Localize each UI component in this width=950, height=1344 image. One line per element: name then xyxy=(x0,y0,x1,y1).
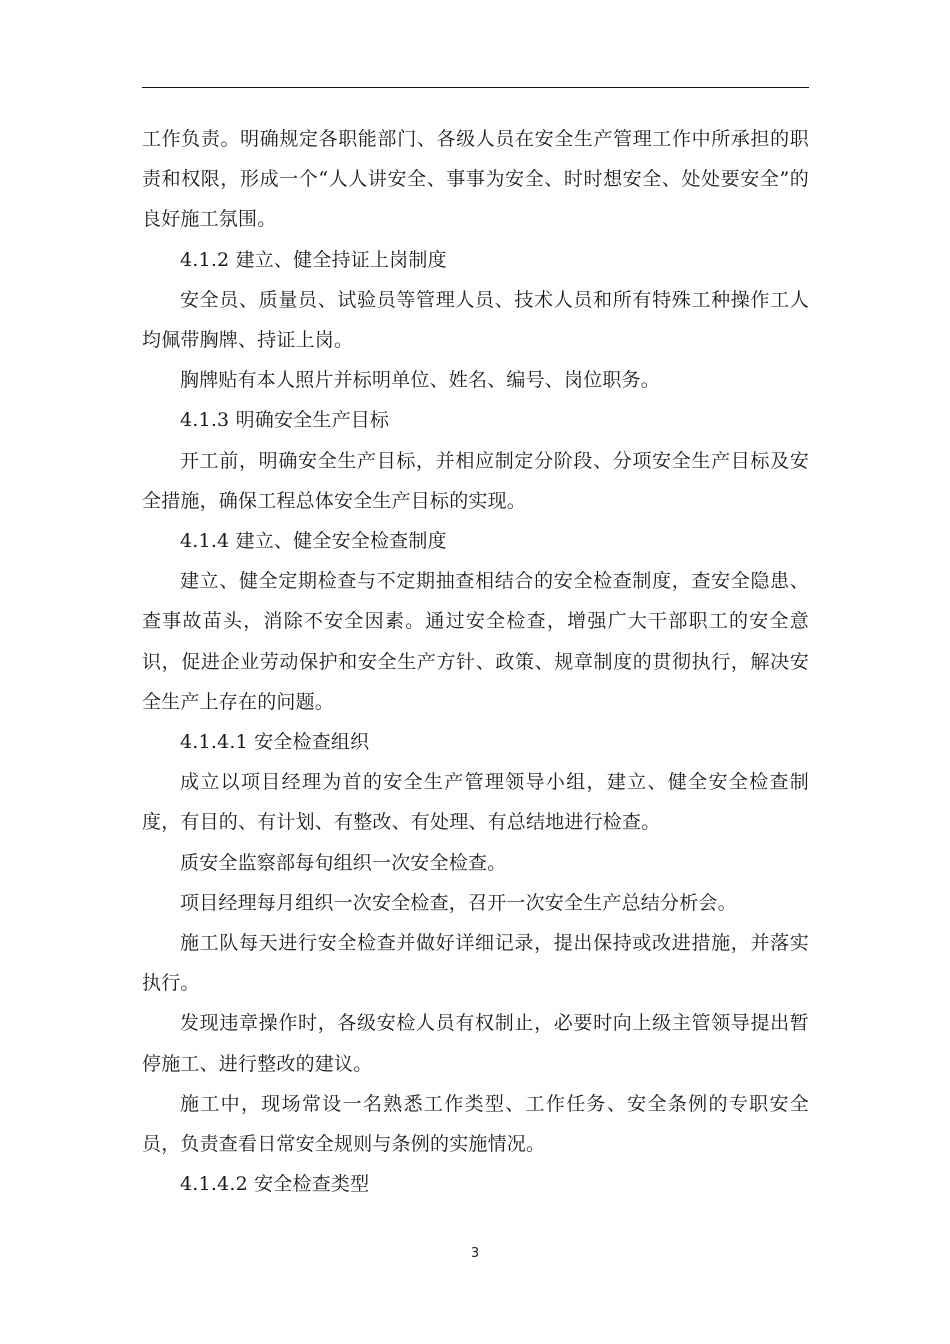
paragraph: 发现违章操作时，各级安检人员有权制止，必要时向上级主管领导提出暂停施工、进行整改的建议。 xyxy=(142,1012,809,1075)
paragraph: 成立以项目经理为首的安全生产管理领导小组，建立、健全安全检查制度，有目的、有计划、有整改、有处理、有总结地进行检查。 xyxy=(142,771,809,834)
section-heading-4-1-3: 4.1.3 明确安全生产目标 xyxy=(180,409,390,432)
header-rule xyxy=(142,87,809,88)
paragraph: 施工中，现场常设一名熟悉工作类型、工作任务、安全条例的专职安全员，负责查看日常安全规则与条例的实施情况。 xyxy=(142,1092,809,1156)
section-heading-4-1-4-2: 4.1.4.2 安全检查类型 xyxy=(180,1173,370,1196)
paragraph: 施工队每天进行安全检查并做好详细记录，提出保持或改进措施，并落实执行。 xyxy=(142,932,809,995)
paragraph: 胸牌贴有本人照片并标明单位、姓名、编号、岗位职务。 xyxy=(180,369,661,392)
section-heading-4-1-4-1: 4.1.4.1 安全检查组织 xyxy=(180,731,370,754)
paragraph: 项目经理每月组织一次安全检查，召开一次安全生产总结分析会。 xyxy=(180,891,737,914)
paragraph: 开工前，明确安全生产目标，并相应制定分阶段、分项安全生产目标及安全措施，确保工程总体安全生产目标的实现。 xyxy=(142,449,809,512)
paragraph: 安全员、质量员、试验员等管理人员、技术人员和所有特殊工种操作工人均佩带胸牌、持证上岗。 xyxy=(142,288,809,352)
paragraph: 建立、健全定期检查与不定期抽查相结合的安全检查制度，查安全隐患、查事故苗头，消除不安全因素。通过安全检查，增强广大干部职工的安全意识，促进企业劳动保护和安全生产方针、政策、规章制度的贯彻执行，解决安全生产上存在的问题。 xyxy=(142,570,809,713)
document-body xyxy=(142,119,809,1204)
page-number: 3 xyxy=(470,1246,480,1261)
paragraph: 质安全监察部每旬组织一次安全检查。 xyxy=(180,851,507,874)
section-heading-4-1-4: 4.1.4 建立、健全安全检查制度 xyxy=(180,530,447,553)
paragraph-continuation: 工作负责。明确规定各职能部门、各级人员在安全生产管理工作中所承担的职责和权限，形成一个“人人讲安全、事事为安全、时时想安全、处处要安全”的良好施工氛围。 xyxy=(142,128,809,231)
section-heading-4-1-2: 4.1.2 建立、健全持证上岗制度 xyxy=(180,248,447,271)
